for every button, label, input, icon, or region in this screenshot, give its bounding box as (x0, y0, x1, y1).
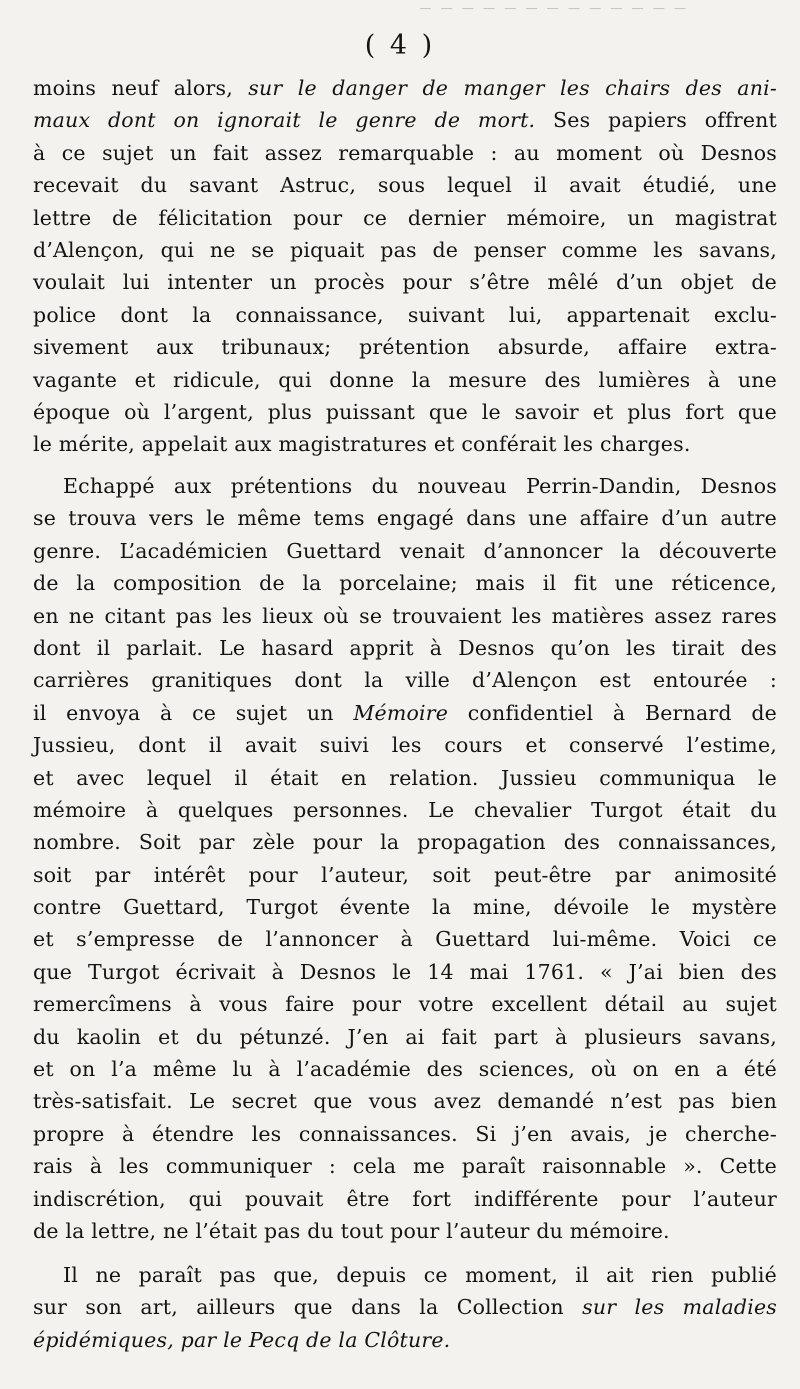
italic-text: sur le danger de manger les chairs des ani- (248, 76, 778, 100)
text-line: de la lettre, ne l’était pas du tout pour l’auteur du mémoire. (33, 1218, 670, 1243)
text-line: genre. L’académicien Guettard venait d’annoncer la découverte (33, 538, 777, 563)
text-line: carrières granitiques dont la ville d’Alençon est entourée : (33, 668, 777, 693)
paragraph-1 (33, 72, 777, 461)
text-line: moins neuf alors, sur le danger de manger les chairs des ani- (33, 76, 778, 100)
text-line: se trouva vers le même tems engagé dans une affaire d’un autre (33, 506, 777, 531)
text-line: remercîmens à vous faire pour votre excellent détail au sujet (33, 992, 777, 1017)
text-line: soit par intérêt pour l’auteur, soit peut-être par animosité (33, 862, 777, 887)
text-line: propre à étendre les connaissances. Si j’en avais, je cherche- (33, 1121, 777, 1146)
text-line: Jussieu, dont il avait suivi les cours et conservé l’estime, (33, 733, 777, 758)
text-line: contre Guettard, Turgot évente la mine, dévoile le mystère (33, 895, 777, 920)
paragraph-2 (33, 470, 777, 1247)
text-line: sur son art, ailleurs que dans la Collection sur les maladies (33, 1295, 778, 1320)
text-line: nombre. Soit par zèle pour la propagation des connaissances, (33, 830, 777, 855)
text-line: Il ne paraît pas que, depuis ce moment, il ait rien publié (63, 1263, 777, 1287)
text-line: du kaolin et du pétunzé. J’en ai fait part à plusieurs savans, (33, 1024, 777, 1049)
text-line: il envoya à ce sujet un Mémoire confidentiel à Bernard de (33, 700, 777, 725)
text-line: sivement aux tribunaux; prétention absurde, affaire extra- (33, 335, 777, 360)
text-line: police dont la connaissance, suivant lui, appartenait exclu- (33, 302, 777, 327)
text-line: dont il parlait. Le hasard apprit à Desnos qu’on les tirait des (33, 635, 777, 660)
text-line: Echappé aux prétentions du nouveau Perrin-Dandin, Desnos (63, 474, 777, 498)
text-line: et s’empresse de l’annoncer à Guettard lui-même. Voici ce (33, 927, 777, 952)
text-line: à ce sujet un fait assez remarquable : au moment où Desnos (33, 140, 777, 165)
text-line: vagante et ridicule, qui donne la mesure des lumières à une (33, 367, 777, 392)
text-line: indiscrétion, qui pouvait être fort indifférente pour l’auteur (33, 1186, 777, 1211)
italic-text: épidémiques, par le Pecq de la Clôture. (33, 1327, 451, 1352)
page-number: ( 4 ) (364, 30, 436, 61)
text-line: et on l’a même lu à l’académie des sciences, où on en a été (33, 1057, 777, 1082)
italic-text: maux dont on ignorait le genre de mort. (33, 108, 536, 133)
text-line: d’Alençon, qui ne se piquait pas de penser comme les savans, (33, 237, 777, 262)
paragraph-3 (33, 1259, 777, 1356)
text-line: de la composition de la porcelaine; mais il fit une réticence, (33, 571, 777, 596)
text-line: rais à les communiquer : cela me paraît raisonnable ». Cette (33, 1154, 777, 1179)
text-line: très-satisfait. Le secret que vous avez demandé n’est pas bien (33, 1089, 777, 1114)
text-line: recevait du savant Astruc, sous lequel il avait étudié, une (33, 173, 777, 198)
text-line (33, 1324, 777, 1356)
italic-text: sur les maladies (582, 1295, 778, 1320)
italic-text: Mémoire (353, 700, 449, 725)
text-line: voulait lui intenter un procès pour s’être mêlé d’un objet de (33, 270, 777, 295)
text-line: le mérite, appelait aux magistratures et conférait les charges. (33, 432, 691, 457)
text-line: et avec lequel il était en relation. Jussieu communiqua le (33, 765, 777, 790)
text-line: mémoire à quelques personnes. Le chevalier Turgot était du (33, 797, 777, 822)
text-line: en ne citant pas les lieux où se trouvaient les matières assez rares (33, 603, 777, 628)
text-line: lettre de félicitation pour ce dernier mémoire, un magistrat (33, 205, 777, 230)
text-line: maux dont on ignorait le genre de mort. Ses papiers offrent (33, 108, 777, 133)
bleed-through-text: ▔ ▔ ▔ ▔ ▔ ▔ ▔ ▔ ▔ ▔ ▔ ▔ ▔ (420, 8, 689, 22)
text-line: époque où l’argent, plus puissant que le savoir et plus fort que (33, 399, 777, 424)
text-line: que Turgot écrivait à Desnos le 14 mai 1761. « J’ai bien des (33, 959, 777, 984)
